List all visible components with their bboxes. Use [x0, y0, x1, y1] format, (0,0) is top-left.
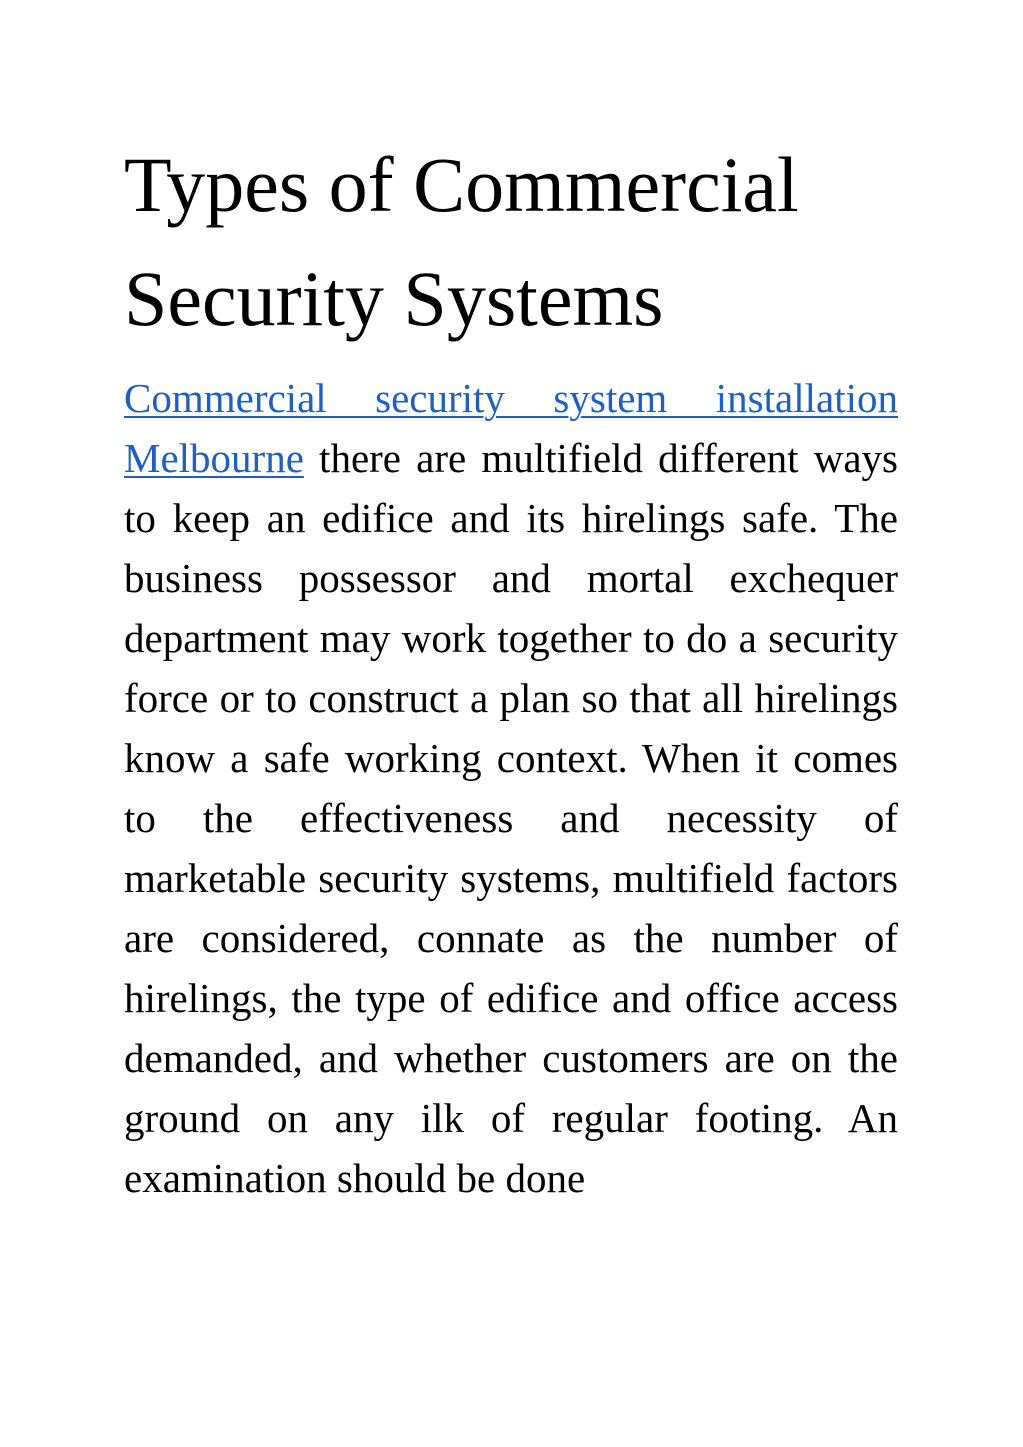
paragraph-text: there are multifield different ways to keep an edifice and its hirelings safe. The business possessor and mortal exchequer department may work together to do a security force or to construct a plan so that all hirelings know a safe working context. When it comes to the effectiveness and necessity of marketable security systems, multifield factors are considered, connate as the number of hirelings, the type of edifice and office access demanded, and whether customers are on the ground on any ilk of regular footing. An examination should be done — [124, 435, 898, 1201]
body-paragraph — [124, 368, 898, 1208]
document-page — [124, 128, 898, 1208]
installation-link[interactable]: Commercial security system installation Melbourne — [124, 375, 898, 481]
page-title: Types of Commercial Security Systems — [124, 141, 799, 342]
